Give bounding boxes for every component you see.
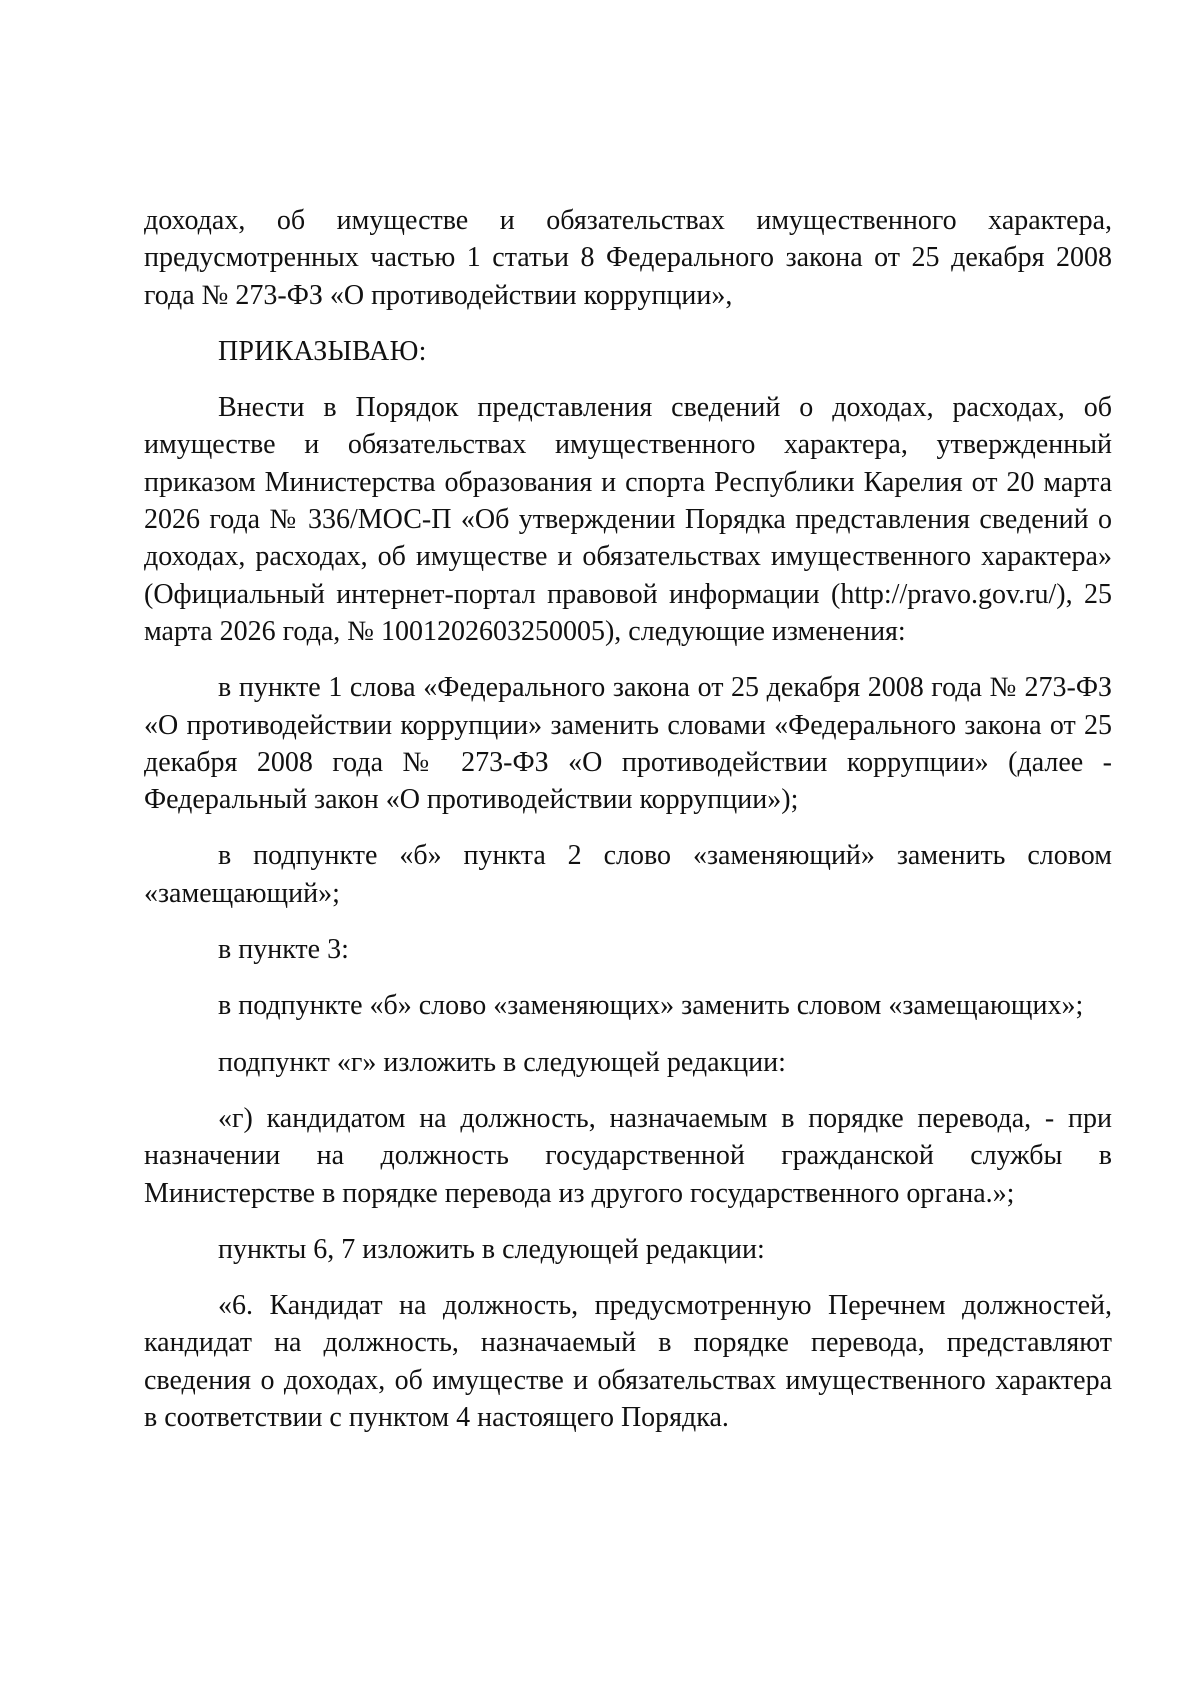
document-page <box>144 202 1112 1455</box>
paragraph-subitem-g-intro: подпункт «г» изложить в следующей редакции: <box>218 1046 786 1078</box>
paragraph-item-2: в подпункте «б» пункта 2 слово «заменяющий» заменить словом «замещающий»; <box>144 840 1112 909</box>
paragraph-amendment-intro: Внести в Порядок представления сведений о доходах, расходах, об имуществе и обязательствах имущественного характера, утвержденный приказом Министерства образования и спорта Республики Карелия от 20 марта 2026 года № 336/МОС-П «Об утверждении Порядка представления сведений о доходах, расходах, об имуществе и обязательствах имущественного характера» (Официальный интернет-портал правовой информации (http://pravo.gov.ru/), 25 марта 2026 года, № 1001202603250005), следующие изменения: <box>144 392 1112 647</box>
order-heading: ПРИКАЗЫВАЮ: <box>218 335 427 367</box>
paragraph-subitem-g-text: «г) кандидатом на должность, назначаемым в порядке перевода, - при назначении на должность государственной гражданской службы в Министерстве в порядке перевода из другого государственного органа.»; <box>144 1102 1112 1209</box>
paragraph-subitem-b: в подпункте «б» слово «заменяющих» заменить словом «замещающих»; <box>218 990 1084 1022</box>
paragraph-item-3: в пункте 3: <box>218 934 349 966</box>
paragraph-continuation: доходах, об имуществе и обязательствах имущественного характера, предусмотренных частью 1 статьи 8 Федерального закона от 25 декабря 2008 года № 273-ФЗ «О противодействии коррупции», <box>144 205 1112 311</box>
paragraph-item-6-text: «6. Кандидат на должность, предусмотренную Перечнем должностей, кандидат на должность, назначаемый в порядке перевода, представляют сведения о доходах, об имуществе и обязательствах имущественного характера в соответствии с пунктом 4 настоящего Порядка. <box>144 1290 1112 1434</box>
paragraph-item-1: в пункте 1 слова «Федерального закона от 25 декабря 2008 года № 273-ФЗ «О противодействии коррупции» заменить словами «Федерального закона от 25 декабря 2008 года № 273-ФЗ «О противодействии коррупции» (далее - Федеральный закон «О противодействии коррупции»); <box>144 672 1112 816</box>
paragraph-items-6-7-intro: пункты 6, 7 изложить в следующей редакции: <box>218 1233 765 1265</box>
